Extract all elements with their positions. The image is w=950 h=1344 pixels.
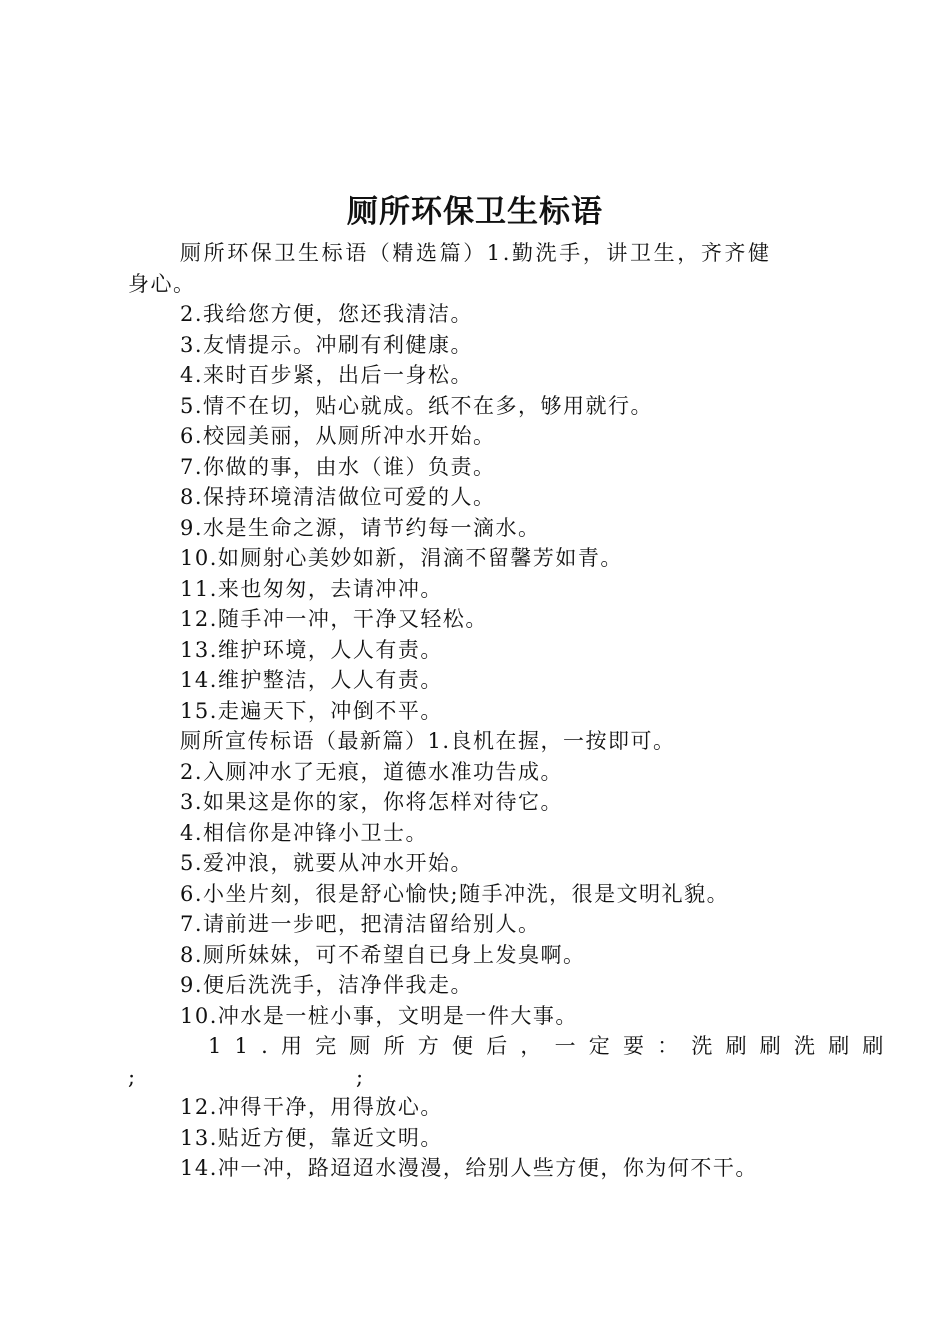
intro-paragraph	[128, 238, 832, 299]
slogan-line: 8.保持环境清洁做位可爱的人。	[180, 485, 496, 509]
slogan-line: 13.维护环境，人人有责。	[180, 637, 443, 662]
slogan-line-11-continuation	[128, 1062, 832, 1093]
slogan-line: 6.小坐片刻，很是舒心愉快;随手冲洗，很是文明礼貌。	[180, 881, 730, 906]
slogan-line: 7.请前进一步吧，把清洁留给别人。	[180, 912, 541, 936]
slogan-line: 4.来时百步紧，出后一身松。	[180, 363, 474, 387]
semicolon-2: ;	[356, 1064, 364, 1089]
slogan-line: 2.我给您方便，您还我清洁。	[180, 302, 474, 326]
slogan-line: 12.冲得干净，用得放心。	[180, 1095, 443, 1119]
slogan-line-11: 11.用完厕所方便后，一定要：洗刷刷洗刷刷	[208, 1034, 897, 1058]
slogan-line: 4.相信你是冲锋小卫士。	[180, 820, 429, 845]
document-body	[128, 238, 897, 1184]
slogan-line: 3.友情提示。冲刷有利健康。	[180, 332, 474, 357]
intro-first-line: 厕所环保卫生标语（精选篇）1.勤洗手，讲卫生，齐齐健	[180, 241, 772, 265]
slogan-line: 9.水是生命之源，请节约每一滴水。	[180, 515, 541, 540]
slogan-line: 5.爱冲浪，就要从冲水开始。	[180, 851, 474, 875]
slogan-line: 12.随手冲一冲，干净又轻松。	[180, 607, 488, 631]
intro-continuation: 身心。	[128, 271, 196, 296]
slogan-line: 10.如厕射心美妙如新，涓滴不留馨芳如青。	[180, 546, 623, 570]
slogan-line: 9.便后洗洗手，洁净伴我走。	[180, 973, 474, 997]
slogan-line: 8.厕所妹妹，可不希望自已身上发臭啊。	[180, 942, 586, 967]
slogan-line: 2.入厕冲水了无痕，道德水准功告成。	[180, 759, 564, 784]
slogan-line: 11.来也匆匆，去请冲冲。	[180, 576, 443, 601]
slogan-line: 7.你做的事，由水（谁）负责。	[180, 454, 496, 479]
slogan-list-a	[128, 299, 832, 1031]
slogan-line: 3.如果这是你的家，你将怎样对待它。	[180, 790, 564, 814]
slogan-line: 10.冲水是一桩小事，文明是一件大事。	[180, 1003, 578, 1028]
slogan-line: 厕所宣传标语（最新篇）1.良机在握，一按即可。	[180, 729, 676, 753]
slogan-line: 13.贴近方便，靠近文明。	[180, 1125, 443, 1150]
semicolon-1: ;	[128, 1064, 136, 1089]
slogan-line: 14.维护整洁，人人有责。	[180, 668, 443, 692]
slogan-line: 5.情不在切，贴心就成。纸不在多，够用就行。	[180, 393, 654, 418]
page-title: 厕所环保卫生标语	[347, 194, 603, 230]
slogan-line: 15.走遍天下，冲倒不平。	[180, 698, 443, 723]
slogan-line: 14.冲一冲，路迢迢水漫漫，给别人些方便，你为何不干。	[180, 1156, 758, 1180]
slogan-line: 6.校园美丽，从厕所冲水开始。	[180, 424, 496, 448]
slogan-list-b	[128, 1092, 832, 1184]
